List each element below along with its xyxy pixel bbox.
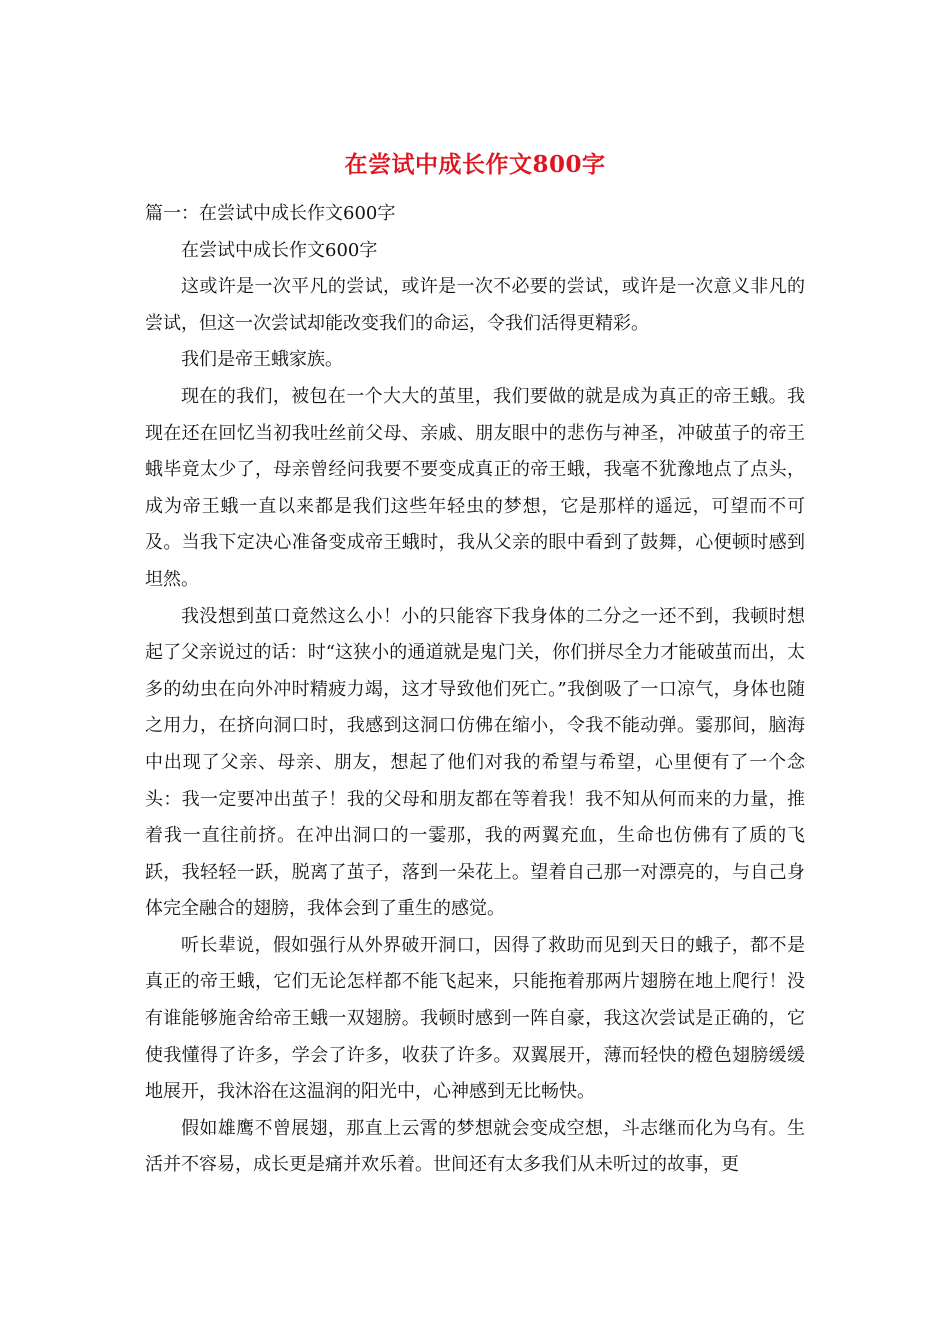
paragraph: 假如雄鹰不曾展翅，那直上云霄的梦想就会变成空想，斗志继而化为乌有。生活并不容易，成长更是痛并欢乐着。世间还有太多我们从未听过的故事，更 bbox=[145, 1117, 805, 1176]
paragraph: 我没想到茧口竟然这么小！小的只能容下我身体的二分之一还不到，我顿时想起了父亲说过的话：时“这狭小的通道就是鬼门关，你们拼尽全力才能破茧而出，太多的幼虫在向外冲时精疲力竭，这才导致他们死亡。”我倒吸了一口凉气，身体也随之用力，在挤向洞口时，我感到这洞口仿佛在缩小，令我不能动弹。霎那间，脑海中出现了父亲、母亲、朋友，想起了他们对我的希望与希望，心里便有了一个念头：我一定要冲出茧子！我的父母和朋友都在等着我！我不知从何而来的力量，推着我一直往前挤。在冲出洞口的一霎那，我的两翼充血，生命也仿佛有了质的飞跃，我轻轻一跃，脱离了茧子，落到一朵花上。望着自己那一对漂亮的，与自己身体完全融合的翅膀，我体会到了重生的感觉。 bbox=[145, 605, 805, 920]
paragraph: 听长辈说，假如强行从外界破开洞口，因得了救助而见到天日的蛾子，都不是真正的帝王蛾，它们无论怎样都不能飞起来，只能拖着那两片翅膀在地上爬行！没有谁能够施舍给帝王蛾一双翅膀。我顿时感到一阵自豪，我这次尝试是正确的，它使我懂得了许多，学会了许多，收获了许多。双翼展开，薄而轻快的橙色翅膀缓缓地展开，我沐浴在这温润的阳光中，心神感到无比畅快。 bbox=[145, 934, 805, 1103]
paragraph: 我们是帝王蛾家族。 bbox=[181, 349, 343, 371]
paragraph: 在尝试中成长作文600字 bbox=[181, 239, 378, 261]
section-heading: 篇一：在尝试中成长作文600字 bbox=[145, 203, 396, 224]
document-title: 在尝试中成长作文800字 bbox=[344, 151, 606, 178]
paragraph: 这或许是一次平凡的尝试，或许是一次不必要的尝试，或许是一次意义非凡的尝试，但这一次尝试却能改变我们的命运，令我们活得更精彩。 bbox=[145, 276, 805, 334]
paragraph: 现在的我们，被包在一个大大的茧里，我们要做的就是成为真正的帝王蛾。我现在还在回忆当初我吐丝前父母、亲戚、朋友眼中的悲伤与神圣，冲破茧子的帝王蛾毕竟太少了，母亲曾经问我要不要变成真正的帝王蛾，我毫不犹豫地点了点头，成为帝王蛾一直以来都是我们这些年轻虫的梦想，它是那样的遥远，可望而不可及。当我下定决心准备变成帝王蛾时，我从父亲的眼中看到了鼓舞，心便顿时感到坦然。 bbox=[145, 385, 805, 590]
document-body bbox=[145, 150, 805, 1184]
